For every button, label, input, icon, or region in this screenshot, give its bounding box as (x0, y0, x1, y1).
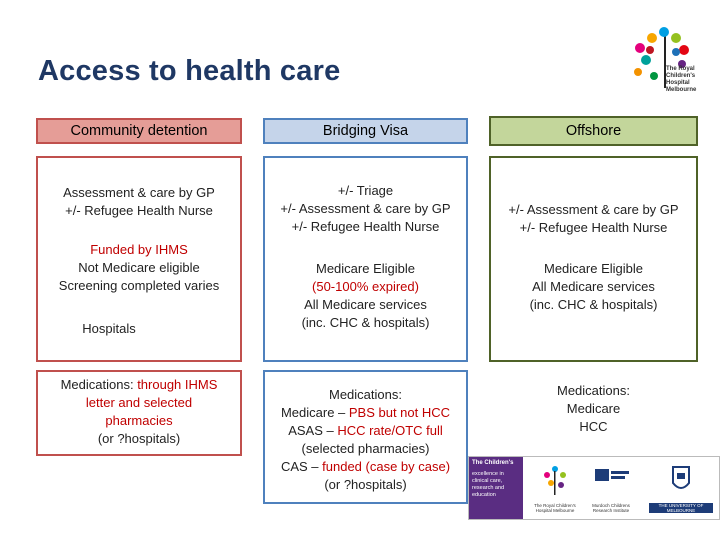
mcri-icon (589, 463, 633, 497)
bv-triage-block: +/- Triage +/- Assessment & care by GP +/- Refugee Health Nurse (280, 183, 451, 234)
offshore-services-box (489, 156, 698, 362)
community-detention-medications-box: Medications: through IHMS letter and selected pharmacies (or ?hospitals) (36, 370, 242, 456)
uom-crest-icon (649, 463, 713, 499)
partner-logos-strip (468, 456, 720, 520)
os-gp-block: +/- Assessment & care by GP +/- Refugee Health Nurse (508, 202, 679, 235)
bv-medicare-block: Medicare Eligible (50-100% expired) All Medicare services (inc. CHC & hospitals) (301, 261, 430, 330)
rch-tree-logo-icon (618, 20, 698, 110)
cd-hospitals-block: Hospitals (82, 321, 136, 336)
header-community-detention: Community detention (36, 118, 242, 144)
bridging-visa-services-box (263, 156, 468, 362)
uom-logo: THE UNIVERSITY OF MELBOURNE (649, 463, 713, 513)
rch-small-logo: The Royal Children's Hospital Melbourne (533, 463, 577, 513)
mcri-logo: Murdoch Childrens Research Institute (589, 463, 633, 513)
os-medicare-block: Medicare Eligible All Medicare services (inc. CHC & hospitals) (529, 261, 658, 312)
rch-logo-text: The Royal Children's Hospital Melbourne (666, 66, 697, 93)
childrens-campus-logo: The Children's excellence in clinical care, research and education (469, 457, 523, 519)
bridging-visa-medications-box: Medications: Medicare – PBS but not HCC ASAS – HCC rate/OTC full (selected pharmacies) CAS – funded (case by case) (or ?hospitals) (263, 370, 468, 504)
page-title: Access to health care (38, 55, 341, 87)
header-offshore: Offshore (489, 116, 698, 146)
cd-gp-block: Assessment & care by GP +/- Refugee Health Nurse (63, 185, 215, 218)
header-bridging-visa: Bridging Visa (263, 118, 468, 144)
cd-funding-block: Funded by IHMS Not Medicare eligible Screening completed varies (58, 242, 220, 293)
community-detention-services-box (36, 156, 242, 362)
rch-small-tree-icon (533, 463, 577, 497)
offshore-medications-text: Medications: Medicare HCC (557, 383, 630, 434)
